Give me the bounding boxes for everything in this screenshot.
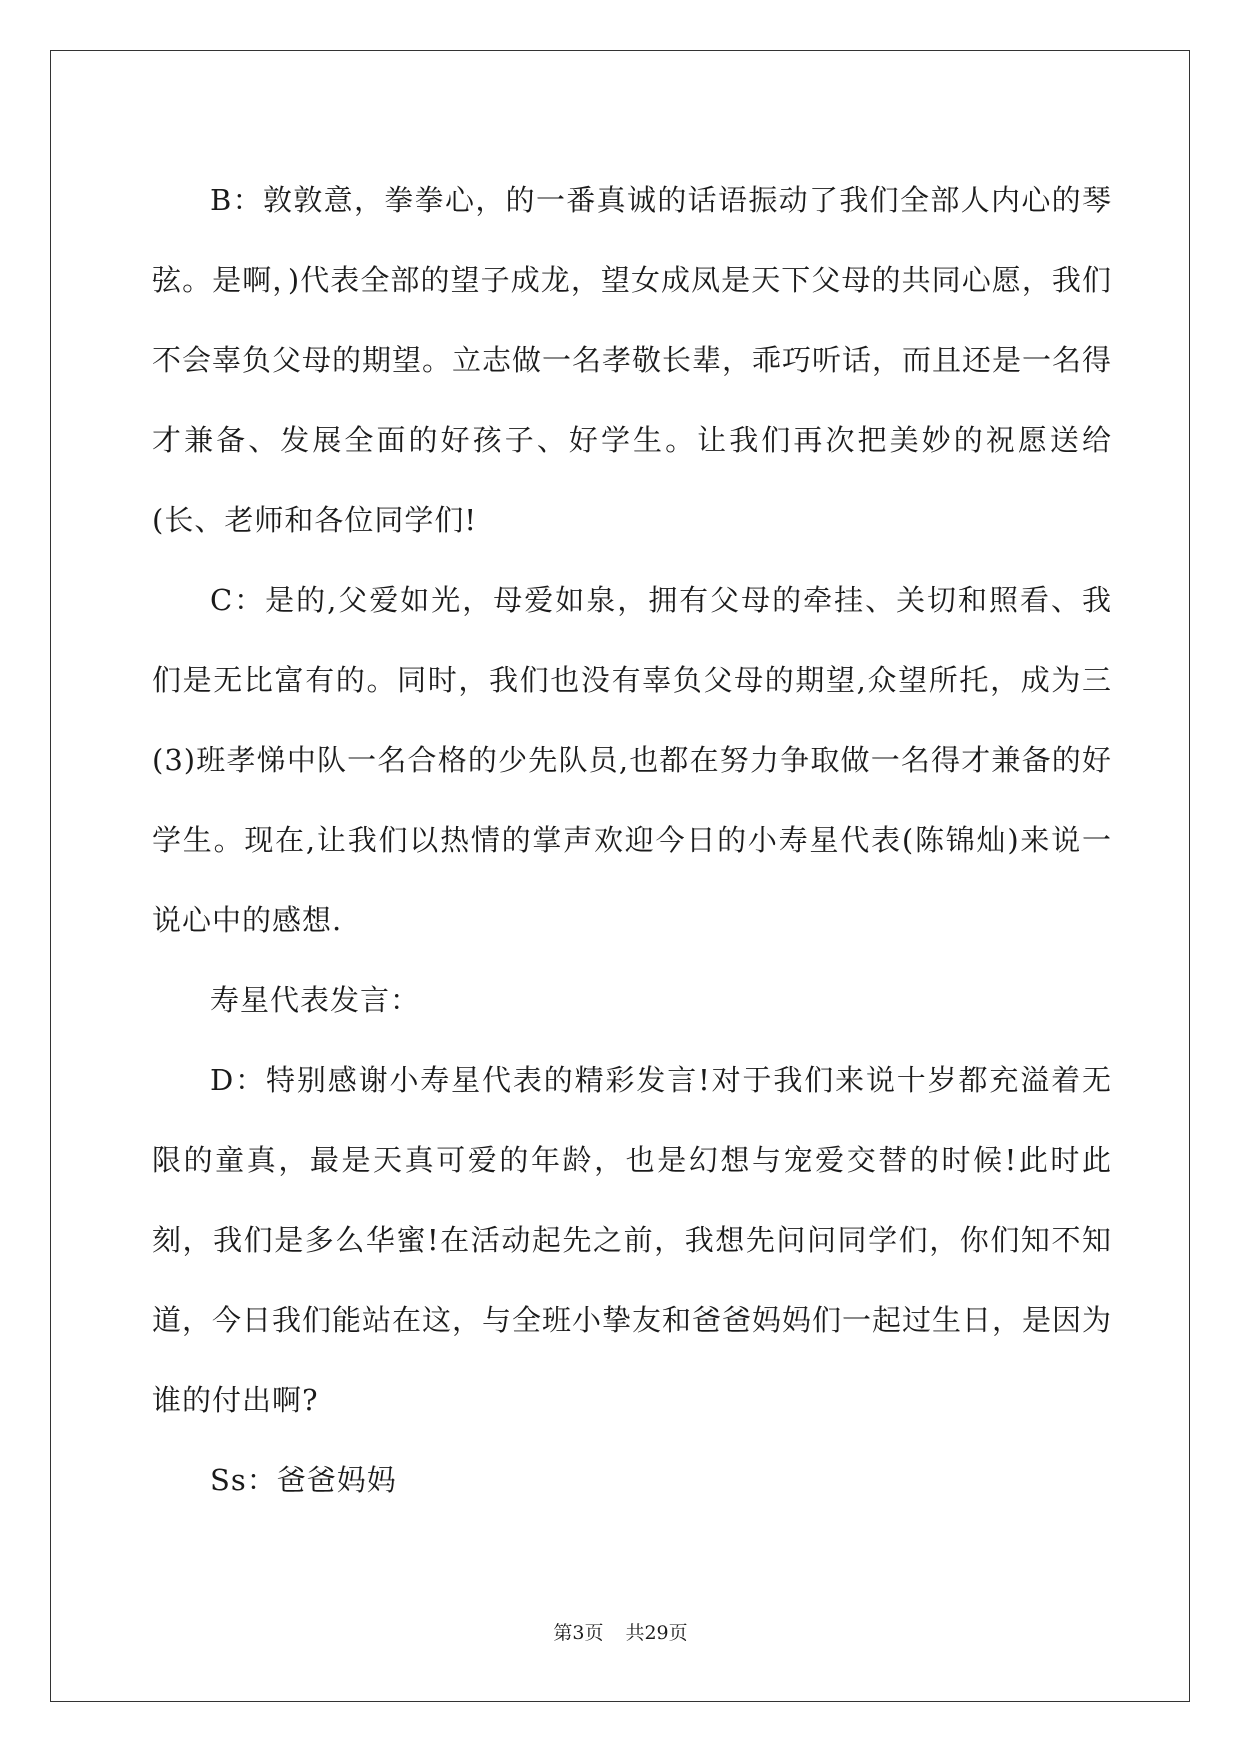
paragraph-c: C：是的,父爱如光，母爱如泉，拥有父母的牵挂、关切和照看、我们是无比富有的。同时，我们也没有辜负父母的期望,众望所托，成为三(3)班孝悌中队一名合格的少先队员,也都在努力争取做一名得才兼备的好学生。现在,让我们以热情的掌声欢迎今日的小寿星代表(陈锦灿)来说一说心中的感想. <box>152 583 1112 937</box>
paragraph-ss: Ss：爸爸妈妈 <box>210 1463 397 1497</box>
document-body <box>152 160 1112 1520</box>
paragraph-b: B：敦敦意，拳拳心，的一番真诚的话语振动了我们全部人内心的琴弦。是啊，)代表全部的望子成龙，望女成凤是天下父母的共同心愿，我们不会辜负父母的期望。立志做一名孝敬长辈，乖巧听话，而且还是一名得才兼备、发展全面的好孩子、好学生。让我们再次把美妙的祝愿送给(长、老师和各位同学们! <box>152 183 1113 537</box>
page-footer <box>0 1618 1241 1645</box>
page-number: 第3页 <box>553 1622 604 1644</box>
paragraph-d: D：特别感谢小寿星代表的精彩发言!对于我们来说十岁都充溢着无限的童真，最是天真可爱的年龄，也是幻想与宠爱交替的时候!此时此刻，我们是多么华蜜!在活动起先之前，我想先问问同学们，你们知不知道，今日我们能站在这，与全班小挚友和爸爸妈妈们一起过生日，是因为谁的付出啊? <box>152 1063 1113 1417</box>
paragraph-speech-heading: 寿星代表发言： <box>210 983 421 1017</box>
total-pages: 共29页 <box>625 1622 688 1644</box>
